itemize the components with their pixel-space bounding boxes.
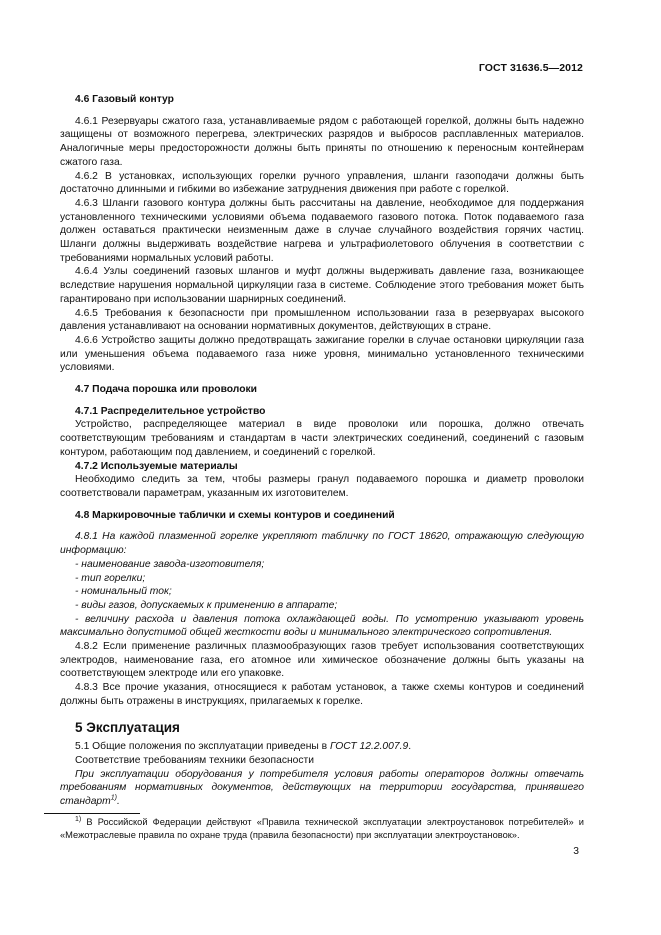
para-4-8-3: 4.8.3 Все прочие указания, относящиеся к работам установок, а также схемы контуров и соединений должны быть отражены в инструкциях, прилагаемых к горелке. xyxy=(60,682,584,707)
footnote-divider xyxy=(44,813,140,814)
section-4-6-title: 4.6 Газовый контур xyxy=(75,94,174,105)
footnote-ref: 1) xyxy=(110,794,117,802)
footnote-mark: 1) xyxy=(75,815,82,823)
gost-reference: ГОСТ 12.2.007.9 xyxy=(330,741,409,753)
list-item: - наименование завода-изготовителя; xyxy=(75,558,265,570)
list-item: - номинальный ток; xyxy=(75,586,172,598)
section-4-7-title: 4.7 Подача порошка или проволоки xyxy=(75,384,257,396)
para-4-7-1: Устройство, распределяющее материал в виде проволоки или порошка, должно отвечать соответствующим требованиям и стандартам в части электрических соединений, соединений с газовым контуром, работающим под давлением, и соединений с горелкой. xyxy=(60,419,584,458)
para-4-6-5: 4.6.5 Требования к безопасности при промышленном использовании газа в резервуарах высокого давления устанавливают на основании нормативных документов, действующих в стране. xyxy=(60,307,584,333)
para-4-6-1: 4.6.1 Резервуары сжатого газа, устанавливаемые рядом с работающей горелкой, должны быть надежно защищены от возможного перегрева, электрических разрядов и выбросов расплавленных материалов. Аналогичные меры предосторожности должны быть приняты по отношению к переносным контейнерам сжатого газа. xyxy=(60,115,584,168)
para-4-8-1: 4.8.1 На каждой плазменной горелке укрепляют табличку по ГОСТ 18620, отражающую следующую информацию: xyxy=(60,531,584,557)
list-item: - величину расхода и давления потока охлаждающей воды. По усмотрению указывают уровень максимально допустимой общей жесткости воды и минимального электрического сопротивления. xyxy=(60,613,584,639)
para-4-6-6: 4.6.6 Устройство защиты должно предотвращать зажигание горелки в случае остановки циркуляции газа или уменьшения объема подаваемого газа ниже уровня, минимально установленного техническими условиями. xyxy=(60,334,584,374)
section-4-7-2-title: 4.7.2 Используемые материалы xyxy=(75,460,238,472)
para-5-1: 5.1 Общие положения по эксплуатации приведены в ГОСТ 12.2.007.9. xyxy=(75,741,412,753)
para-4-6-2: 4.6.2 В установках, использующих горелки ручного управления, шланги газоподачи должны быть достаточно длинными и гибкими во избежание затруднения движения при работе с горелкой. xyxy=(60,170,584,196)
para-4-6-4: 4.6.4 Узлы соединений газовых шлангов и муфт должны выдерживать давление газа, возникающее вследствие нарушения нормальной циркуляции газа в системе. Соблюдение этого требования может быть гарантировано при использовании шарнирных соединений. xyxy=(60,266,584,305)
para-5-2: Соответствие требованиям техники безопасности xyxy=(75,754,315,766)
section-5-title: 5 Эксплуатация xyxy=(75,719,180,735)
section-4-8-title: 4.8 Маркировочные таблички и схемы контуров и соединений xyxy=(75,509,395,521)
para-4-6-3: 4.6.3 Шланги газового контура должны быть рассчитаны на давление, необходимое для поддержания установленного техническими условиями объема подаваемого газового потока. Поток подаваемого газа должен оставаться практически неизменным даже в случае случайного воздействия горячих частиц. Шланги должны выдерживать воздействие нагрева и ультрафиолетового облучения в соответствии с требованиями нормальных условий работы. xyxy=(60,197,584,264)
list-item: - виды газов, допускаемых к применению в аппарате; xyxy=(75,599,338,611)
para-4-7-2: Необходимо следить за тем, чтобы размеры гранул подаваемого порошка и диаметр проволоки соответствовали параметрам, указанным их изготовителем. xyxy=(60,474,584,499)
standard-header: ГОСТ 31636.5—2012 xyxy=(478,62,583,74)
footnote: $^{1)}$ В Российской Федерации действуют «Правила технической эксплуатации электроустановок потребителей» и «Межотраслевые правила по охране труда (правила безопасности) при эксплуатации электроустановок». xyxy=(60,815,584,840)
para-4-8-2: 4.8.2 Если применение различных плазмообразующих газов требует использования соответствующих электродов, наименование газа, его атомное или химическое обозначение должны быть указаны на соответствующем электроде или его упаковке. xyxy=(60,641,584,680)
section-4-7-1-title: 4.7.1 Распределительное устройство xyxy=(75,405,266,417)
list-item: - тип горелки; xyxy=(75,572,146,584)
document-body xyxy=(60,93,584,809)
para-5-3: При эксплуатации оборудования у потребителя условия работы операторов должны отвечать требованиям нормативных документов, действующих на территории государства, принявшего стандарт$^{1)}$. xyxy=(60,768,584,808)
page-number: 3 xyxy=(573,846,579,857)
